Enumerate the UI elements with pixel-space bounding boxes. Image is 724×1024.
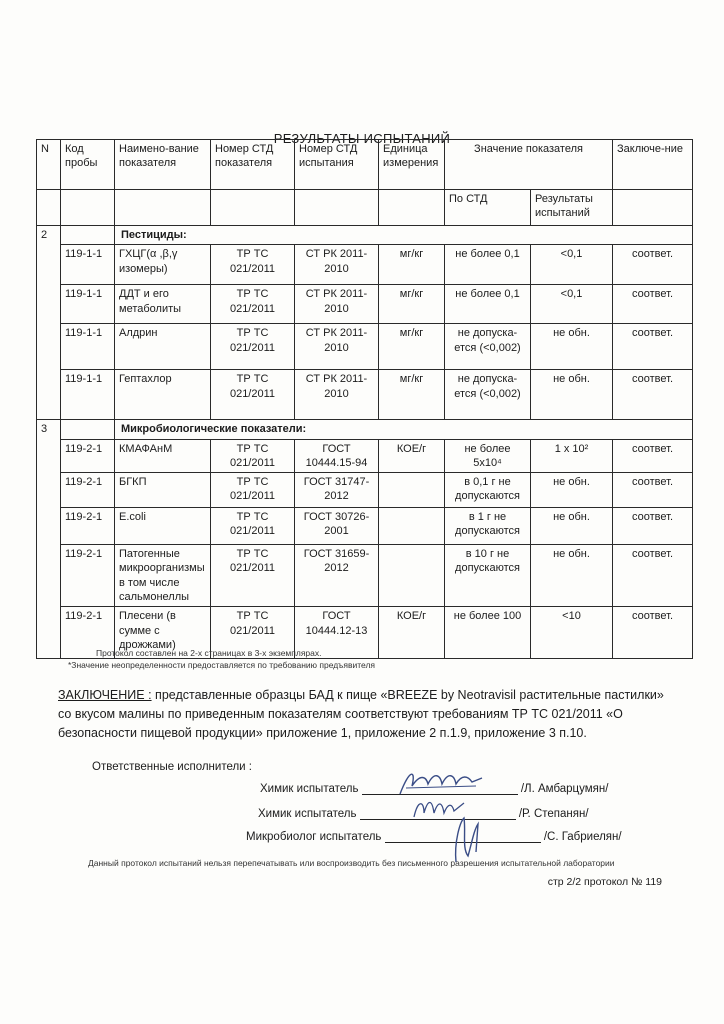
header-n: N (37, 140, 61, 190)
cell-conclusion: соответ. (613, 545, 693, 607)
results-table (36, 139, 693, 659)
cell-result: не обн. (531, 324, 613, 370)
cell-std-ind: ТР ТС 021/2011 (211, 285, 295, 324)
cell-by-std: не допуска-ется (<0,002) (445, 324, 531, 370)
cell-std-ind: ТР ТС 021/2011 (211, 439, 295, 473)
header-std-test: Номер СТД испытания (295, 140, 379, 190)
cell-std-test: СТ РК 2011-2010 (295, 324, 379, 370)
section-row (37, 226, 693, 245)
cell-by-std: не более 5х10⁴ (445, 439, 531, 473)
cell-unit: мг/кг (379, 324, 445, 370)
header-value: Значение показателя (445, 140, 613, 190)
table-row (37, 285, 693, 324)
cell-unit (379, 545, 445, 607)
cell-conclusion: соответ. (613, 245, 693, 285)
cell-code: 119-2-1 (61, 473, 115, 508)
table-row (37, 508, 693, 545)
cell-std-ind: ТР ТС 021/2011 (211, 545, 295, 607)
cell-result: не обн. (531, 370, 613, 420)
cell-name: Алдрин (115, 324, 211, 370)
section-row (37, 420, 693, 439)
signer-name: /Р. Степанян/ (518, 808, 589, 820)
cell-std-test: ГОСТ 31747-2012 (295, 473, 379, 508)
cell-by-std: в 0,1 г не допускаются (445, 473, 531, 508)
table-row (37, 370, 693, 420)
cell-std-test: СТ РК 2011-2010 (295, 285, 379, 324)
conclusion-text: представленные образцы БАД к пище «BREEZE by Neotravisil растительные пастилки» со вкусом малины по приведенным показателям соответствуют требованиям ТР ТС 021/2011 «О безопасности пищевой продукции» приложение 1, приложение 2 п.1.9, приложение 3 п.10. (58, 688, 664, 740)
note-pages: Протокол составлен на 2-х страницах в 3-х экземплярах. (96, 648, 322, 658)
table-row (37, 245, 693, 285)
cell-std-test: ГОСТ 30726-2001 (295, 508, 379, 545)
header-unit: Единица измерения (379, 140, 445, 190)
page-title: РЕЗУЛЬТАТЫ ИСПЫТАНИЙ (273, 131, 451, 146)
cell-name: Патогенные микроорганизмы в том числе сальмонеллы (115, 545, 211, 607)
cell-code: 119-1-1 (61, 245, 115, 285)
cell-name: ДДТ и его метаболиты (115, 285, 211, 324)
table-row (37, 324, 693, 370)
signer-role: Микробиолог испытатель (246, 831, 382, 843)
cell-by-std: не более 0,1 (445, 285, 531, 324)
signature-row (246, 830, 622, 843)
section-name: Пестициды: (115, 226, 693, 245)
cell-result: не обн. (531, 545, 613, 607)
cell-unit: КОЕ/г (379, 607, 445, 659)
cell-code: 119-2-1 (61, 439, 115, 473)
disclaimer: Данный протокол испытаний нельзя перепечатывать или воспроизводить без письменного разрешения испытательной лаборатории (88, 858, 615, 868)
responsible-label: Ответственные исполнители : (92, 761, 253, 773)
header-row (37, 140, 693, 190)
cell-conclusion: соответ. (613, 473, 693, 508)
page-info: стр 2/2 протокол № 119 (547, 876, 662, 888)
cell-result: <10 (531, 607, 613, 659)
cell-std-ind: ТР ТС 021/2011 (211, 370, 295, 420)
cell-name: Плесени (в сумме с дрожжами) (115, 607, 211, 659)
cell-result: 1 х 10² (531, 439, 613, 473)
header-std-ind: Номер СТД показателя (211, 140, 295, 190)
cell-conclusion: соответ. (613, 324, 693, 370)
cell-code: 119-2-1 (61, 607, 115, 659)
cell-conclusion: соответ. (613, 607, 693, 659)
cell-std-ind: ТР ТС 021/2011 (211, 473, 295, 508)
table-row (37, 473, 693, 508)
signer-role: Химик испытатель (258, 808, 357, 820)
cell-by-std: не допуска-ется (<0,002) (445, 370, 531, 420)
table-row (37, 439, 693, 473)
cell-result: <0,1 (531, 245, 613, 285)
cell-std-test: ГОСТ 10444.15-94 (295, 439, 379, 473)
conclusion-label: ЗАКЛЮЧЕНИЕ : (58, 688, 152, 702)
cell-conclusion: соответ. (613, 508, 693, 545)
cell-conclusion: соответ. (613, 439, 693, 473)
header-by-std: По СТД (445, 190, 531, 226)
signer-name: /С. Габриелян/ (543, 831, 622, 843)
cell-conclusion: соответ. (613, 285, 693, 324)
cell-std-ind: ТР ТС 021/2011 (211, 607, 295, 659)
section-name: Микробиологические показатели: (115, 420, 693, 439)
cell-by-std: не более 0,1 (445, 245, 531, 285)
cell-unit (379, 473, 445, 508)
section-number: 2 (37, 226, 61, 420)
section-number: 3 (37, 420, 61, 659)
cell-name: E.coli (115, 508, 211, 545)
cell-std-test: ГОСТ 10444.12-13 (295, 607, 379, 659)
cell-result: не обн. (531, 508, 613, 545)
cell-name: КМАФАнМ (115, 439, 211, 473)
cell-code: 119-1-1 (61, 324, 115, 370)
cell-result: не обн. (531, 473, 613, 508)
table-row (37, 545, 693, 607)
cell-by-std: в 1 г не допускаются (445, 508, 531, 545)
header-results: Результаты испытаний (531, 190, 613, 226)
cell-by-std: в 10 г не допускаются (445, 545, 531, 607)
signer-name: /Л. Амбарцумян/ (520, 783, 609, 795)
subheader-row (37, 190, 693, 226)
cell-code: 119-2-1 (61, 545, 115, 607)
cell-unit: мг/кг (379, 370, 445, 420)
cell-unit (379, 508, 445, 545)
cell-std-test: СТ РК 2011-2010 (295, 245, 379, 285)
header-conclusion: Заключе-ние (613, 140, 693, 190)
cell-code: 119-2-1 (61, 508, 115, 545)
cell-unit: КОЕ/г (379, 439, 445, 473)
cell-std-test: ГОСТ 31659-2012 (295, 545, 379, 607)
cell-name: ГХЦГ(α ,β,γ изомеры) (115, 245, 211, 285)
cell-unit: мг/кг (379, 245, 445, 285)
header-name: Наимено-вание показателя (115, 140, 211, 190)
cell-std-ind: ТР ТС 021/2011 (211, 508, 295, 545)
signer-role: Химик испытатель (260, 783, 359, 795)
note-uncertainty: *Значение неопределенности предоставляется по требованию предъявителя (68, 660, 376, 670)
cell-std-ind: ТР ТС 021/2011 (211, 245, 295, 285)
cell-std-ind: ТР ТС 021/2011 (211, 324, 295, 370)
cell-name: БГКП (115, 473, 211, 508)
cell-name: Гептахлор (115, 370, 211, 420)
cell-by-std: не более 100 (445, 607, 531, 659)
cell-conclusion: соответ. (613, 370, 693, 420)
conclusion (58, 686, 668, 742)
header-code: Код пробы (61, 140, 115, 190)
cell-unit: мг/кг (379, 285, 445, 324)
cell-code: 119-1-1 (61, 370, 115, 420)
cell-result: <0,1 (531, 285, 613, 324)
cell-code: 119-1-1 (61, 285, 115, 324)
cell-std-test: СТ РК 2011-2010 (295, 370, 379, 420)
